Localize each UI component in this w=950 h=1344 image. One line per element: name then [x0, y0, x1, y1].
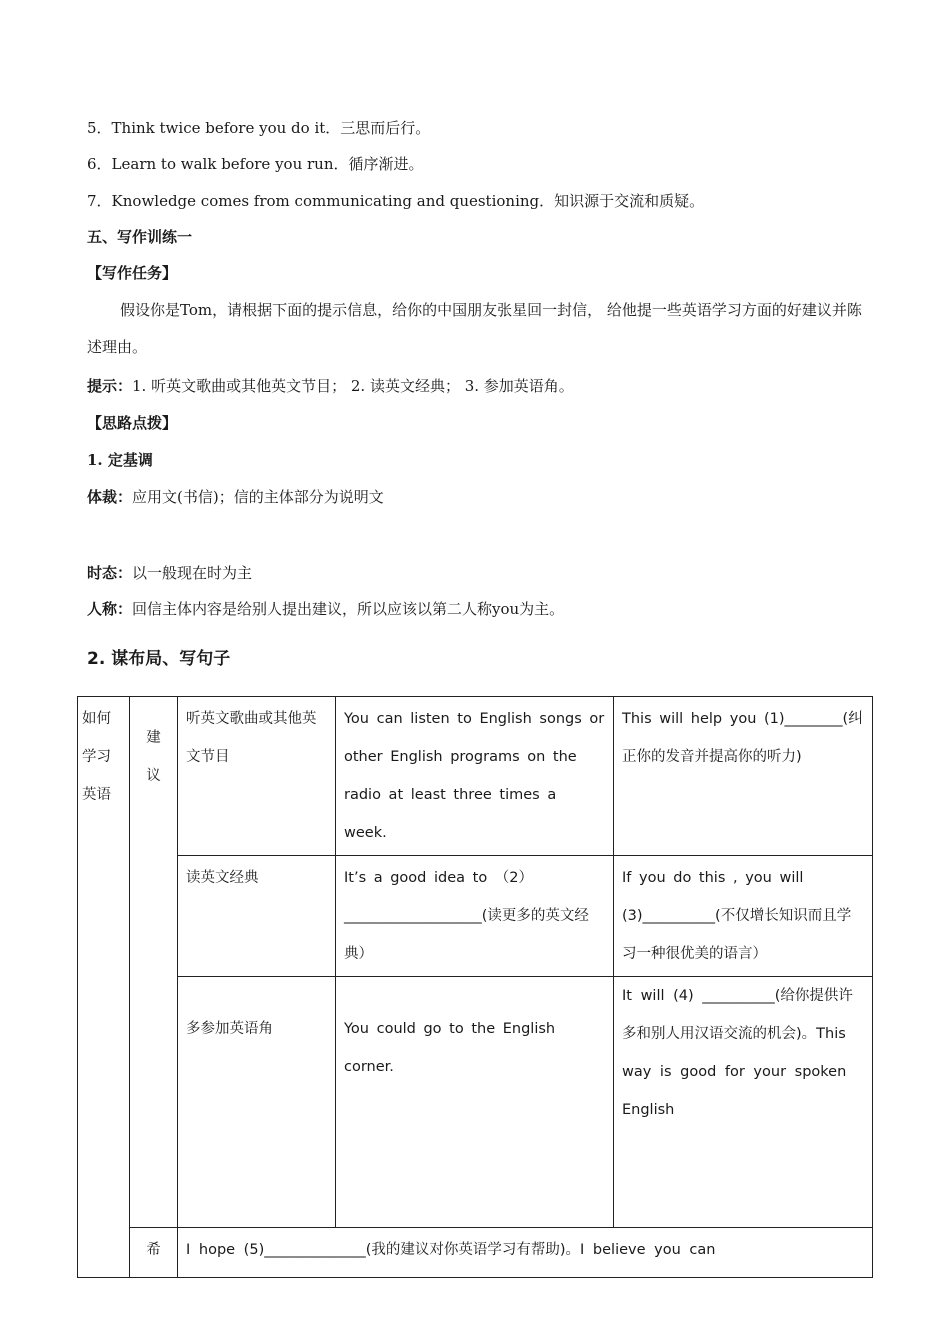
table-row — [78, 1228, 873, 1278]
method-text: 多参加英语角 — [186, 1021, 273, 1037]
proverb-chinese: 循序渐进。 — [348, 155, 424, 173]
task-text: 假设你是Tom，请根据下面的提示信息，给你的中国朋友张星回一封信， 给他提一些英语学习方面的好建议并陈述理由。 — [87, 301, 862, 356]
section-title: 五、写作训练一 — [87, 228, 193, 246]
proverb-number: 6． — [87, 155, 112, 173]
person-line — [87, 599, 564, 619]
table-row — [78, 977, 873, 1228]
table-row — [78, 856, 873, 977]
result-text: This will help you (1)________(纠正你的发音并提高你的听力) — [622, 711, 863, 765]
genre-line — [87, 487, 384, 507]
hint-text: 1. 听英文歌曲或其他英文节目； 2. 读英文经典； 3. 参加英语角。 — [132, 377, 574, 395]
proverb-number: 5． — [87, 119, 112, 137]
result-text: It will (4) __________(给你提供许多和别人用汉语交流的机会)。This way is good for your spoken English — [622, 988, 853, 1118]
hope-label-cell — [130, 1228, 178, 1278]
result-cell — [614, 977, 873, 1228]
suggestion-label: 建议 — [146, 730, 161, 784]
method-cell — [178, 697, 336, 856]
proverb-7 — [87, 191, 704, 211]
proverb-english: Knowledge comes from communicating and questioning． — [111, 192, 555, 210]
proverb-6 — [87, 154, 424, 174]
how-to-learn-label: 如何学习英语 — [82, 711, 111, 803]
tense-line — [87, 563, 252, 583]
task-heading: 【写作任务】 — [87, 264, 178, 282]
how-to-learn-cell — [78, 697, 130, 1278]
person-label: 人称： — [87, 600, 133, 618]
person-text: 回信主体内容是给别人提出建议，所以应该以第二人称you为主。 — [132, 600, 565, 618]
result-cell — [614, 856, 873, 977]
sentence-cell — [336, 977, 614, 1228]
proverb-english: Think twice before you do it． — [111, 119, 341, 137]
hope-text: I hope (5)______________(我的建议对你英语学习有帮助)。I believe you can — [186, 1242, 716, 1258]
sentence-cell — [336, 697, 614, 856]
sentence-cell — [336, 856, 614, 977]
ideas-heading: 【思路点拨】 — [87, 414, 178, 432]
tense-label: 时态： — [87, 564, 133, 582]
genre-text: 应用文(书信)；信的主体部分为说明文 — [132, 488, 384, 506]
step2-heading: 2. 谋布局、写句子 — [87, 649, 231, 669]
method-cell — [178, 856, 336, 977]
method-cell — [178, 977, 336, 1228]
proverb-number: 7． — [87, 192, 112, 210]
tense-text: 以一般现在时为主 — [132, 564, 253, 582]
proverb-chinese: 知识源于交流和质疑。 — [554, 192, 705, 210]
suggestion-cell — [130, 697, 178, 1228]
writing-plan-table — [77, 696, 873, 1278]
result-cell — [614, 697, 873, 856]
genre-label: 体裁： — [87, 488, 133, 506]
proverb-chinese: 三思而后行。 — [340, 119, 431, 137]
hint-line — [87, 376, 574, 396]
hope-text-cell — [178, 1228, 873, 1278]
method-text: 读英文经典 — [186, 870, 259, 886]
result-text: If you do this , you will (3)__________(不仅增长知识而且学习一种很优美的语言） — [622, 870, 852, 962]
sentence-text: It’s a good idea to （2）___________________(读更多的英文经典） — [344, 870, 589, 962]
sentence-text: You can listen to English songs or other English programs on the radio at least three times a week. — [344, 711, 605, 841]
sentence-text: You could go to the English corner. — [344, 1021, 556, 1075]
hint-label: 提示： — [87, 377, 133, 395]
proverb-5 — [87, 118, 430, 138]
proverb-english: Learn to walk before you run． — [111, 155, 349, 173]
method-text: 听英文歌曲或其他英文节目 — [186, 711, 317, 765]
table-row — [78, 697, 873, 856]
step1-heading: 1. 定基调 — [87, 451, 153, 469]
hope-label: 希 — [146, 1242, 161, 1258]
